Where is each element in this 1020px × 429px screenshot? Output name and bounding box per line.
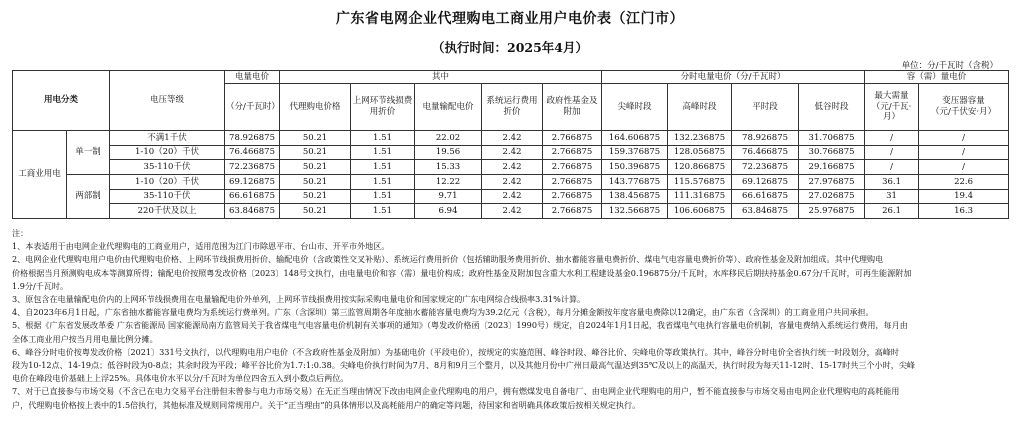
cell-transformer: / bbox=[919, 145, 1009, 160]
category-cell: 工商业用电 bbox=[13, 131, 67, 219]
col-agency-price: 代理购电价格 bbox=[280, 84, 351, 131]
transformer-capacity-label: 变压器容量 bbox=[942, 96, 985, 107]
note-line: 5、根据《广东省发展改革委 广东省能源局 国家能源局南方监管局关于我省煤电气电容量电价机制有关事项的通知》（粤发改价格函〔2023〕1990号）规定，自2024年1月1日起，我省煤电气电执行容量电价机制，容量电费纳入系统运行费用，每月由 bbox=[12, 320, 908, 331]
max-demand-label: 最大需量 bbox=[874, 91, 909, 102]
cell-flat: 78.926875 bbox=[732, 131, 799, 146]
execution-date: （执行时间：2025年4月） bbox=[432, 40, 588, 55]
col-system-cost: 系统运行费用折价 bbox=[482, 84, 543, 131]
cell-transformer: / bbox=[919, 131, 1009, 146]
note-line: 6、峰谷分时电价按粤发改价格〔2021〕331号文执行，以代理购电用户电价（不含政府性基金及附加）为基础电价（平段电价），按规定的实施范围、峰谷时段、峰谷比价、尖峰电价等政策执行。其中，峰谷分时电价全省执行统一时段划分，高峰时 bbox=[12, 346, 899, 357]
note-line: 1、本表适用于由电网企业代理购电的工商业用户，适用范围为江门市除恩平市、台山市、开平市外地区。 bbox=[12, 241, 390, 252]
cell-trans: 22.02 bbox=[415, 131, 482, 146]
table-row bbox=[13, 189, 1009, 204]
col-peak-sharp: 尖峰时段 bbox=[602, 84, 668, 131]
cell-demand: 26.1 bbox=[865, 204, 919, 219]
cell-peak: 120.866875 bbox=[668, 160, 732, 175]
group-two-part-cell: 两部制 bbox=[67, 175, 110, 219]
cell-transformer: / bbox=[919, 160, 1009, 175]
cell-valley: 25.976875 bbox=[799, 204, 865, 219]
cell-loss: 1.51 bbox=[351, 160, 415, 175]
notes-section bbox=[12, 227, 1008, 412]
cell-transformer: 16.3 bbox=[919, 204, 1009, 219]
col-voltage: 电压等级 bbox=[110, 71, 225, 131]
cell-fund: 2.766875 bbox=[543, 131, 602, 146]
table-row bbox=[13, 204, 1009, 219]
cell-agency: 50.21 bbox=[280, 145, 351, 160]
col-category: 用电分类 bbox=[13, 71, 110, 131]
cell-sharp: 138.456875 bbox=[602, 189, 668, 204]
cell-system: 2.42 bbox=[482, 160, 543, 175]
cell-demand: / bbox=[865, 160, 919, 175]
cell-sharp: 150.396875 bbox=[602, 160, 668, 175]
cell-demand: 36.1 bbox=[865, 175, 919, 190]
cell-system: 2.42 bbox=[482, 189, 543, 204]
col-peak: 高峰时段 bbox=[668, 84, 732, 131]
cell-voltage: 220千伏及以上 bbox=[110, 204, 225, 219]
cell-energy: 63.846875 bbox=[225, 204, 280, 219]
cell-valley: 30.766875 bbox=[799, 145, 865, 160]
cell-sharp: 143.776875 bbox=[602, 175, 668, 190]
cell-energy: 76.466875 bbox=[225, 145, 280, 160]
cell-agency: 50.21 bbox=[280, 131, 351, 146]
cell-voltage: 35-110千伏 bbox=[110, 189, 225, 204]
col-max-demand bbox=[865, 84, 919, 131]
cell-valley: 27.026875 bbox=[799, 189, 865, 204]
cell-trans: 12.22 bbox=[415, 175, 482, 190]
cell-peak: 132.236875 bbox=[668, 131, 732, 146]
unit-label: 单位：分/千瓦时（含税） bbox=[901, 61, 998, 71]
note-line: 2、电网企业代理购电用户电价由代理购电价格、上网环节线损费用折价、输配电价（含政策性交叉补贴）、系统运行费用折价（包括辅助服务费用折价、抽水蓄能容量电费折价、煤电气电容量电费折价等）、政府性基金及附加组成。其中代理购电 bbox=[12, 254, 884, 265]
cell-flat: 72.236875 bbox=[732, 160, 799, 175]
cell-energy: 72.236875 bbox=[225, 160, 280, 175]
cell-flat: 66.616875 bbox=[732, 189, 799, 204]
note-line: 7、对于已直接参与市场交易（不含已在电力交易平台注册但未曾参与电力市场交易）在无正当理由情况下改由电网企业代理购电的用户，拥有燃煤发电自备电厂、由电网企业代理购电的用户，暂不能直接参与市场交易由电网企业代理购电的高耗能用 bbox=[12, 386, 900, 397]
cell-agency: 50.21 bbox=[280, 175, 351, 190]
cell-loss: 1.51 bbox=[351, 175, 415, 190]
table-row bbox=[13, 131, 1009, 146]
cell-fund: 2.766875 bbox=[543, 189, 602, 204]
cell-peak: 115.576875 bbox=[668, 175, 732, 190]
cell-fund: 2.766875 bbox=[543, 175, 602, 190]
note-line: 1.9分/千瓦时。 bbox=[12, 280, 69, 291]
cell-valley: 29.166875 bbox=[799, 160, 865, 175]
cell-peak: 111.316875 bbox=[668, 189, 732, 204]
note-line: 3、原包含在电量输配电价内的上网环节线损费用在电量输配电价外单列，上网环节线损费用按实际采购电量电价和国家规定的广东电网综合线损率3.31%计算。 bbox=[12, 294, 586, 305]
col-tou-price: 分时电量电价（分/千瓦时） bbox=[602, 71, 865, 84]
cell-transformer: 19.4 bbox=[919, 189, 1009, 204]
cell-trans: 19.56 bbox=[415, 145, 482, 160]
cell-energy: 78.926875 bbox=[225, 131, 280, 146]
table-row bbox=[13, 175, 1009, 190]
cell-voltage: 1-10（20）千伏 bbox=[110, 145, 225, 160]
col-energy-price: 电量电价 bbox=[225, 71, 280, 84]
cell-trans: 15.33 bbox=[415, 160, 482, 175]
header-row-1 bbox=[13, 71, 1009, 84]
cell-system: 2.42 bbox=[482, 145, 543, 160]
col-gov-fund: 政府性基金及附加 bbox=[543, 84, 602, 131]
cell-energy: 69.126875 bbox=[225, 175, 280, 190]
cell-sharp: 159.376875 bbox=[602, 145, 668, 160]
cell-agency: 50.21 bbox=[280, 204, 351, 219]
col-transformer-capacity bbox=[919, 84, 1009, 131]
col-capacity-price: 容（需）量电价 bbox=[865, 71, 1009, 84]
col-flat: 平时段 bbox=[732, 84, 799, 131]
note-line: 4、自2023年6月1日起，广东省抽水蓄能容量电费均为系统运行费单列。广东（含深圳）第三监管周期各年度抽水蓄能容量电费均为39.2亿元（含税），每月分摊金额按年度容量电费除以12确定，由广东省（含深圳）的工商业用户共同承担。 bbox=[12, 307, 874, 318]
cell-transformer: 22.6 bbox=[919, 175, 1009, 190]
note-line: 电价在峰段电价基础上上浮25%。具体电价水平以分/千瓦时为单位四舍五入到小数点后两位。 bbox=[12, 373, 349, 384]
col-grid-loss: 上网环节线损费用折价 bbox=[351, 84, 415, 131]
table-row bbox=[13, 160, 1009, 175]
cell-peak: 106.606875 bbox=[668, 204, 732, 219]
cell-demand: 31 bbox=[865, 189, 919, 204]
cell-fund: 2.766875 bbox=[543, 145, 602, 160]
group-single-cell: 单一制 bbox=[67, 131, 110, 175]
table-row bbox=[13, 145, 1009, 160]
cell-loss: 1.51 bbox=[351, 204, 415, 219]
cell-loss: 1.51 bbox=[351, 145, 415, 160]
cell-system: 2.42 bbox=[482, 131, 543, 146]
cell-flat: 63.846875 bbox=[732, 204, 799, 219]
cell-peak: 128.056875 bbox=[668, 145, 732, 160]
cell-flat: 76.466875 bbox=[732, 145, 799, 160]
transformer-capacity-unit: （元/千伏安·月） bbox=[931, 107, 997, 117]
col-of-which: 其中 bbox=[280, 71, 602, 84]
note-line: 价格根据当月预测购电成本等测算所得；输配电价按照粤发改价格〔2023〕148号文执行，由电量电价和容（需）量电价构成；政府性基金及附加包含重大水利工程建设基金0.196875分/千瓦时，水库移民后期扶持基金0.67分/千瓦时，可再生能源附加 bbox=[12, 267, 912, 278]
cell-flat: 69.126875 bbox=[732, 175, 799, 190]
cell-demand: / bbox=[865, 131, 919, 146]
table-body bbox=[13, 131, 1009, 219]
cell-valley: 31.706875 bbox=[799, 131, 865, 146]
cell-loss: 1.51 bbox=[351, 131, 415, 146]
max-demand-unit: （元/千瓦·月） bbox=[871, 101, 912, 123]
cell-energy: 66.616875 bbox=[225, 189, 280, 204]
col-transmission: 电量输配电价 bbox=[415, 84, 482, 131]
cell-trans: 9.71 bbox=[415, 189, 482, 204]
note-line: 注： bbox=[12, 228, 29, 238]
cell-loss: 1.51 bbox=[351, 189, 415, 204]
cell-sharp: 164.606875 bbox=[602, 131, 668, 146]
note-line: 全体工商业用户按当月用电量比例分摊。 bbox=[12, 333, 158, 344]
price-table bbox=[12, 70, 1009, 219]
cell-voltage: 1-10（20）千伏 bbox=[110, 175, 225, 190]
cell-fund: 2.766875 bbox=[543, 204, 602, 219]
cell-agency: 50.21 bbox=[280, 189, 351, 204]
cell-fund: 2.766875 bbox=[543, 160, 602, 175]
cell-demand: / bbox=[865, 145, 919, 160]
note-line: 户，代理购电价格按上表中的1.5倍执行，其他标准及规则同常规用户。关于“正当理由”的具体情形以及高耗能用户的确定等问题，待国家和省明确具体政策后按相关规定执行。 bbox=[12, 399, 641, 410]
cell-trans: 6.94 bbox=[415, 204, 482, 219]
cell-system: 2.42 bbox=[482, 175, 543, 190]
cell-sharp: 132.566875 bbox=[602, 204, 668, 219]
cell-valley: 27.976875 bbox=[799, 175, 865, 190]
page-title: 广东省电网企业代理购电工商业用户电价表（江门市） bbox=[336, 11, 684, 27]
cell-system: 2.42 bbox=[482, 204, 543, 219]
cell-agency: 50.21 bbox=[280, 160, 351, 175]
note-line: 段为10-12点、14-19点；低谷时段为0-8点；其余时段为平段；峰平谷比价为1.7:1:0.38。尖峰电价执行时间为7月、8月和9月三个整月，以及其他月份中广州日最高气温达到35℃及以上的高温天，执行时段为每天11-12时、15-17时共三个小时，尖峰 bbox=[12, 360, 916, 371]
col-valley: 低谷时段 bbox=[799, 84, 865, 131]
col-energy-unit: （分/千瓦时） bbox=[225, 84, 280, 131]
cell-voltage: 35-110千伏 bbox=[110, 160, 225, 175]
cell-voltage: 不满1千伏 bbox=[110, 131, 225, 146]
